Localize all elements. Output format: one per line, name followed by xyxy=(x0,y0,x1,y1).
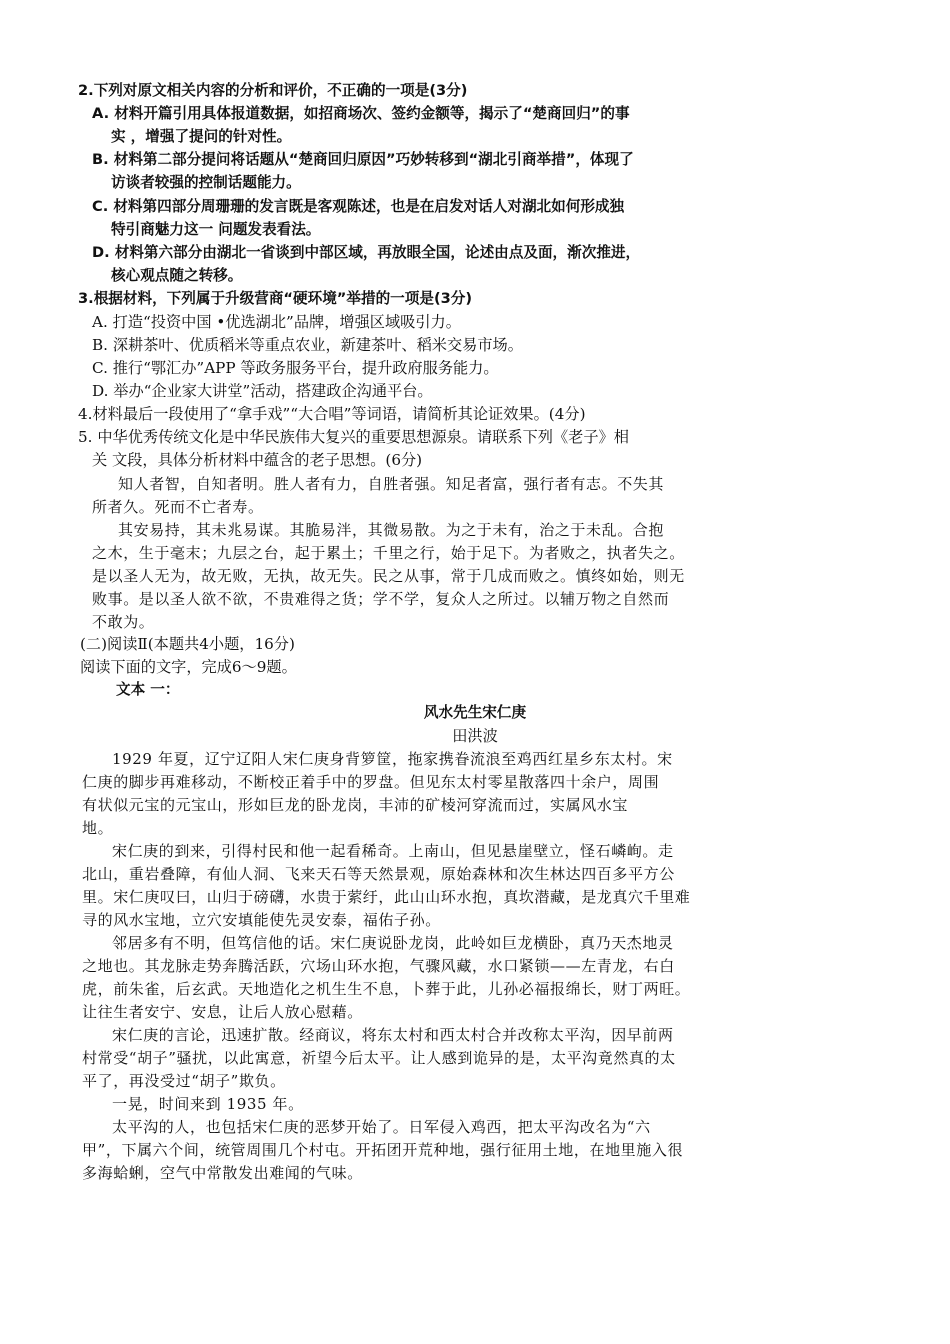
q2-option-d-line1: D. 材料第六部分由湖北一省谈到中部区域，再放眼全国，论述由点及面，渐次推进， xyxy=(92,244,641,261)
story-p4-line3: 平了，再没受过“胡子”欺负。 xyxy=(82,1072,286,1090)
story-p1-line2: 仁庚的脚步再难移动，不断校正着手中的罗盘。但见东太村零星散落四十余户，周围 xyxy=(82,773,660,791)
q2-option-b-line2: 访谈者较强的控制话题能力。 xyxy=(111,174,301,191)
question-2-stem: 2.下列对原文相关内容的分析和评价，不正确的一项是(3分) xyxy=(78,82,468,99)
q2-option-b-line1: B. 材料第二部分提问将话题从“楚商回归原因”巧妙转移到“湖北引商举措”，体现了 xyxy=(92,151,634,168)
story-p3-line3: 虎，前朱雀，后玄武。天地造化之机生生不息，卜葬于此，儿孙必福报绵长，财丁两旺。 xyxy=(82,980,691,998)
story-p2-line3: 里。宋仁庚叹曰，山归于磅礴，水贵于萦纡，此山山环水抱，真坎潜藏，是龙真穴千里难 xyxy=(82,888,691,906)
article-author: 田洪波 xyxy=(452,727,498,745)
story-p1-line1: 1929 年夏，辽宁辽阳人宋仁庚身背箩筐，拖家携眷流浪至鸡西红星乡东太村。宋 xyxy=(112,750,673,768)
q2-option-a-line1: A. 材料开篇引用具体报道数据，如招商场次、签约金额等，揭示了“楚商回归”的事 xyxy=(92,105,630,122)
laozi-quote-2-line1: 其安易持，其未兆易谋。其脆易泮，其微易散。为之于未有，治之于未乱。合抱 xyxy=(118,521,665,539)
question-5-line1: 5. 中华优秀传统文化是中华民族伟大复兴的重要思想源泉。请联系下列《老子》相 xyxy=(78,428,629,446)
story-p3-line2: 之地也。其龙脉走势奔腾活跃，穴场山环水抱，气骤风藏，水口紧锁——左青龙，右白 xyxy=(82,957,675,975)
story-p2-line2: 北山，重岩叠障，有仙人洞、飞来天石等天然景观，原始森林和次生林达四百多平方公 xyxy=(82,865,675,883)
story-p3-line1: 邻居多有不明，但笃信他的话。宋仁庚说卧龙岗，此岭如巨龙横卧，真乃天杰地灵 xyxy=(112,934,674,952)
story-p3-line4: 让往生者安宁、安息，让后人放心慰藉。 xyxy=(82,1003,363,1021)
q2-option-c-line1: C. 材料第四部分周珊珊的发言既是客观陈述，也是在启发对话人对湖北如何形成独 xyxy=(92,198,625,215)
q3-option-c: C. 推行“鄂汇办”APP 等政务服务平台，提升政府服务能力。 xyxy=(92,359,499,377)
laozi-quote-2-line4: 败事。是以圣人欲不欲，不贵难得之货；学不学，复众人之所过。以辅万物之自然而 xyxy=(92,590,670,608)
q2-option-d-line2: 核心观点随之转移。 xyxy=(111,267,243,284)
story-p5: 一晃，时间来到 1935 年。 xyxy=(112,1095,304,1113)
article-title: 风水先生宋仁庚 xyxy=(423,704,527,721)
q2-option-c-line2: 特引商魅力这一 问题发表看法。 xyxy=(111,221,321,238)
question-5-line2: 关 文段，具体分析材料中蕴含的老子思想。(6分) xyxy=(92,451,423,469)
story-p1-line3: 有状似元宝的元宝山，形如巨龙的卧龙岗，丰沛的矿棱河穿流而过，实属风水宝 xyxy=(82,796,629,814)
laozi-quote-2-line5: 不敢为。 xyxy=(92,613,155,631)
section-heading: (二)阅读Ⅱ(本题共4小题，16分) xyxy=(80,635,295,653)
question-4: 4.材料最后一段使用了“拿手戏”“大合唱”等词语，请简析其论证效果。(4分) xyxy=(78,405,586,423)
story-p4-line1: 宋仁庚的言论，迅速扩散。经商议，将东太村和西太村合并改称太平沟，因早前两 xyxy=(112,1026,674,1044)
q3-option-a: A. 打造“投资中国 •优选湖北”品牌，增强区域吸引力。 xyxy=(92,313,461,331)
laozi-quote-1-line1: 知人者智，自知者明。胜人者有力，自胜者强。知足者富，强行者有志。不失其 xyxy=(118,475,665,493)
story-p6-line3: 多海蛤蜊，空气中常散发出难闻的气味。 xyxy=(82,1164,363,1182)
story-p6-line2: 甲”，下属六个间，统管周围几个村屯。开拓团开荒种地，强行征用土地，在地里施入很 xyxy=(82,1141,684,1159)
story-p4-line2: 村常受“胡子”骚扰，以此寓意，祈望今后太平。让人感到诡异的是，太平沟竟然真的太 xyxy=(82,1049,676,1067)
story-p2-line1: 宋仁庚的到来，引得村民和他一起看稀奇。上南山，但见悬崖壁立，怪石嶙峋。走 xyxy=(112,842,674,860)
q2-option-a-line2: 实 ，增强了提问的针对性。 xyxy=(111,128,292,145)
laozi-quote-2-line3: 是以圣人无为，故无败，无执，故无失。民之从事，常于几成而败之。慎终如始，则无 xyxy=(92,567,685,585)
q3-option-b: B. 深耕茶叶、优质稻米等重点农业，新建茶叶、稻米交易市场。 xyxy=(92,336,523,354)
section-instruction: 阅读下面的文字，完成6～9题。 xyxy=(80,658,297,676)
laozi-quote-1-line2: 所者久。死而不亡者寿。 xyxy=(92,498,264,516)
laozi-quote-2-line2: 之木，生于毫末；九层之台，起于累土；千里之行，始于足下。为者败之，执者失之。 xyxy=(92,544,685,562)
question-3-stem: 3.根据材料，下列属于升级营商“硬环境”举措的一项是(3分) xyxy=(78,290,473,307)
story-p6-line1: 太平沟的人，也包括宋仁庚的恶梦开始了。日军侵入鸡西，把太平沟改名为“六 xyxy=(112,1118,651,1136)
story-p2-line4: 寻的风水宝地，立穴安填能使先灵安泰，福佑子孙。 xyxy=(82,911,441,929)
story-p1-line4: 地。 xyxy=(82,819,114,837)
text-one-label: 文本 一： xyxy=(116,681,180,698)
q3-option-d: D. 举办“企业家大讲堂”活动，搭建政企沟通平台。 xyxy=(92,382,433,400)
